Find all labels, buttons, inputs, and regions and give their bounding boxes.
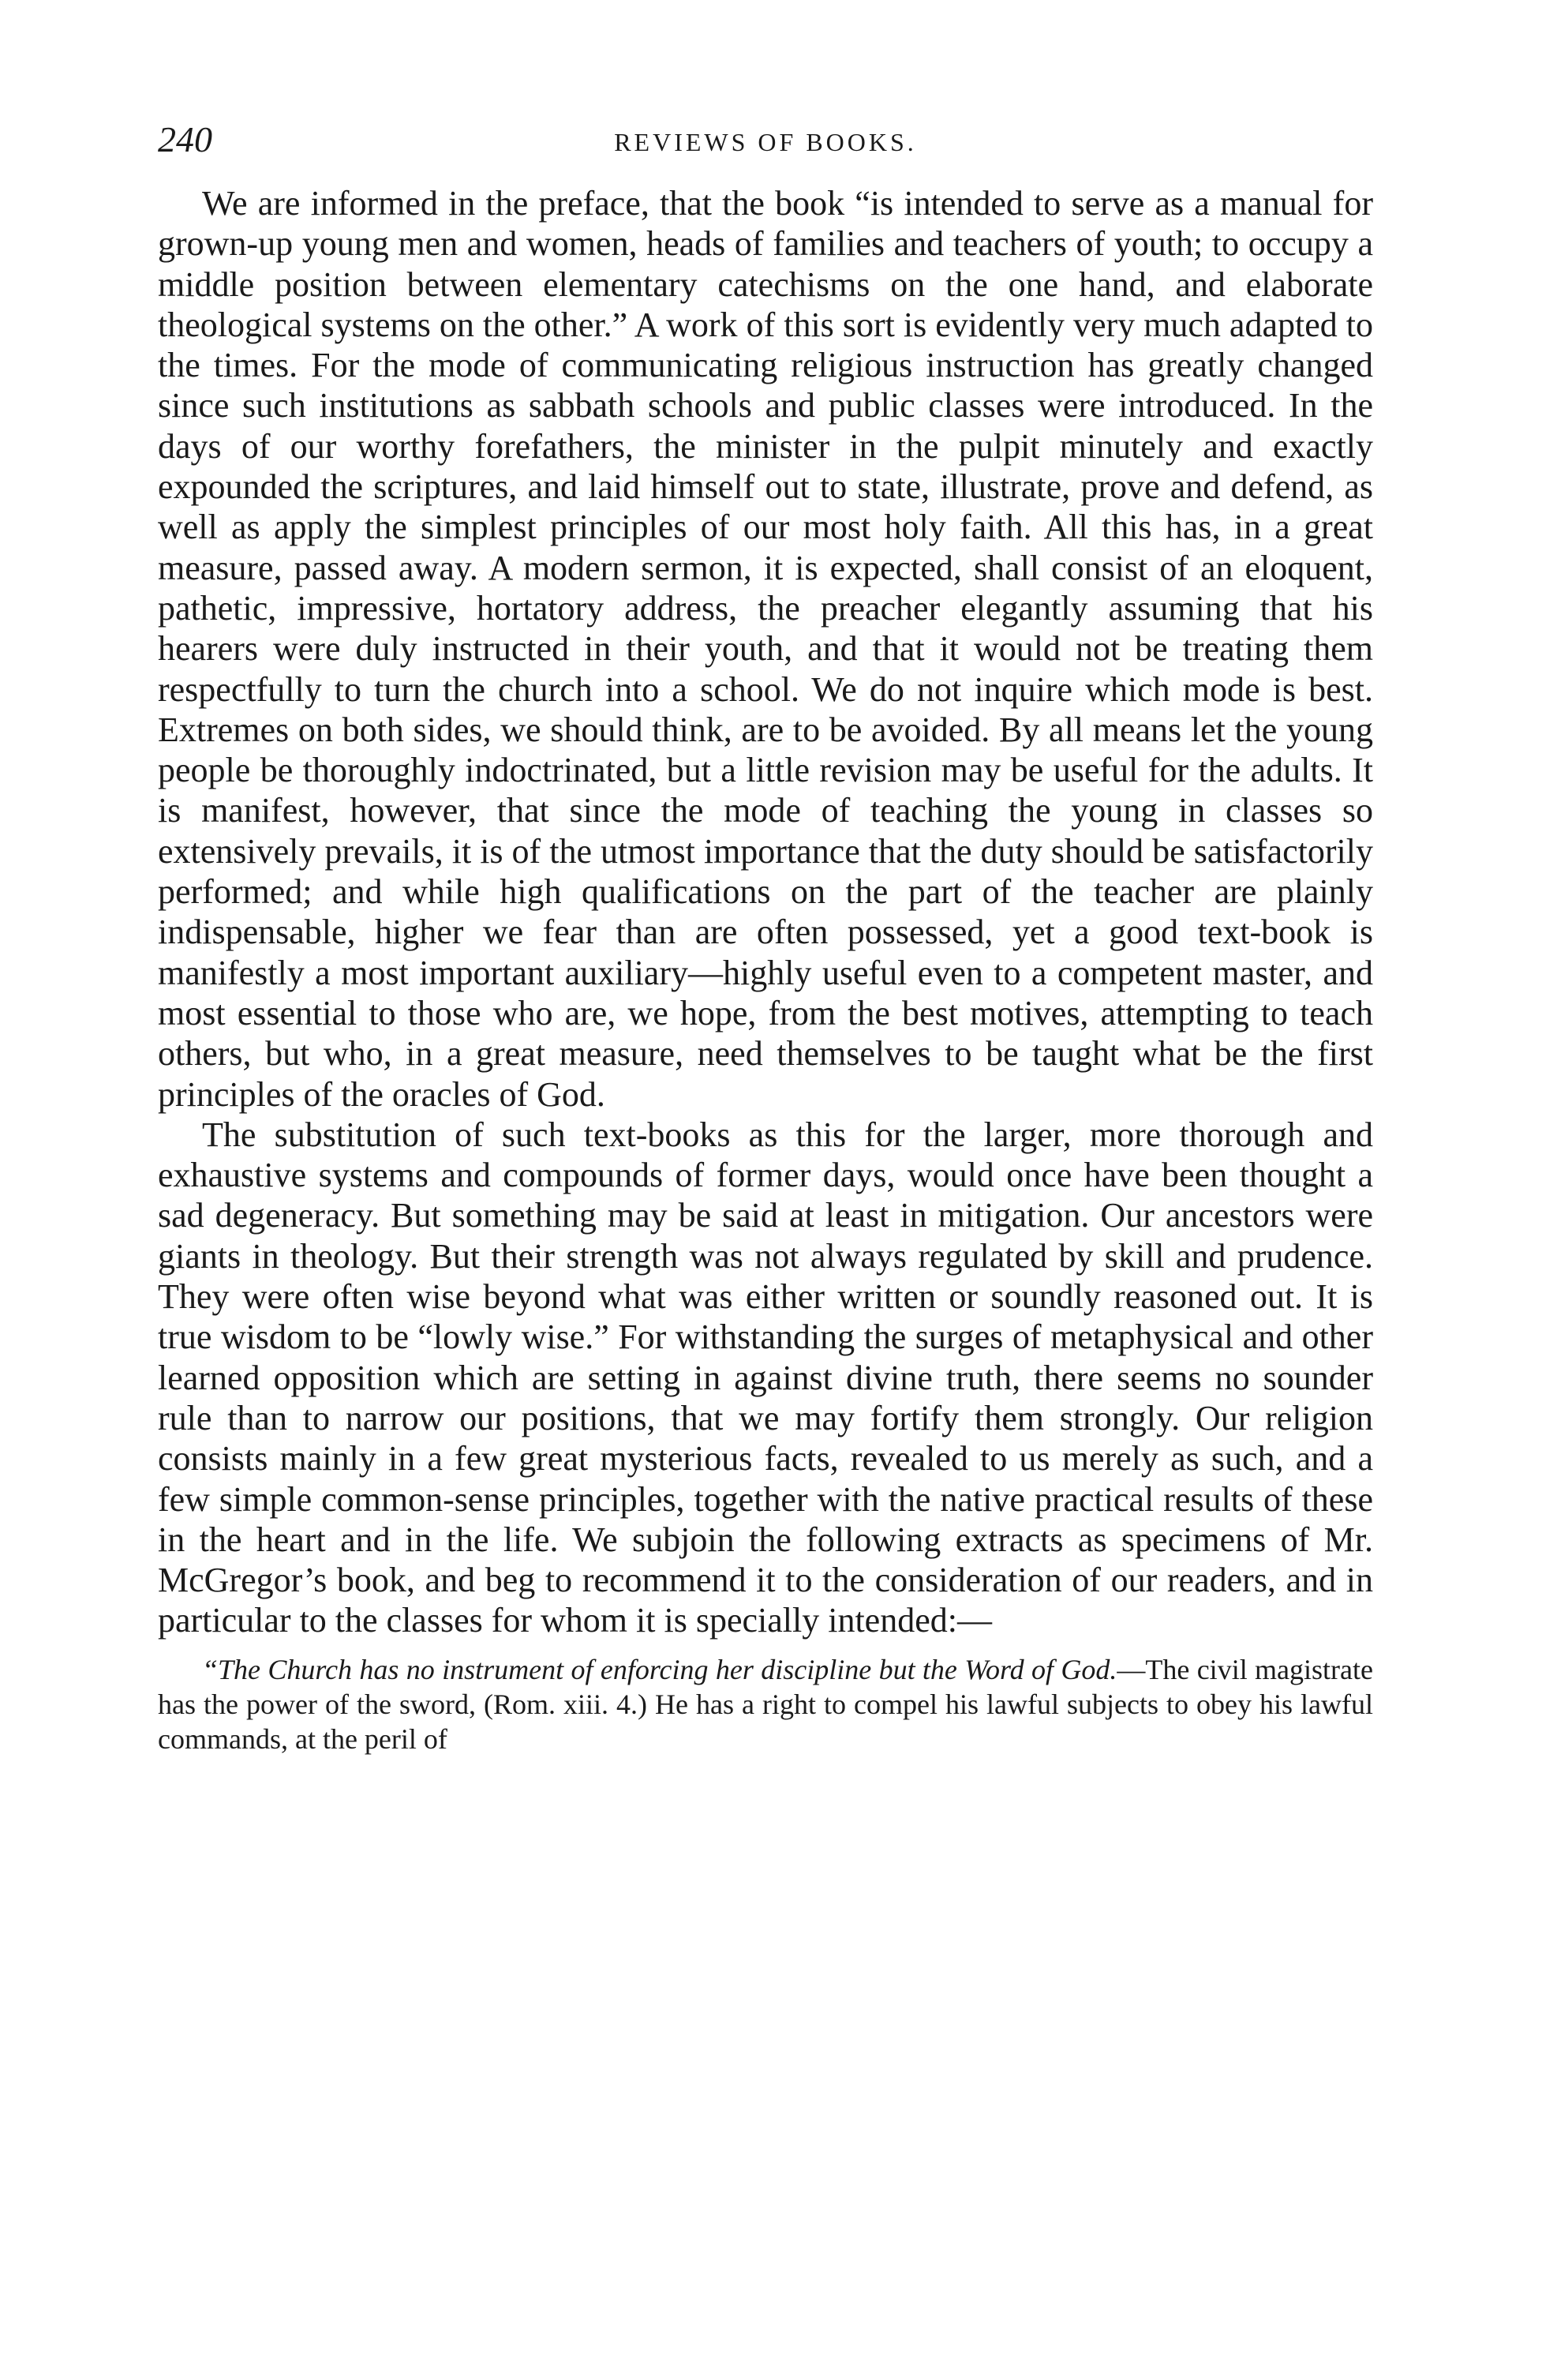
page-number: 240 (158, 119, 212, 159)
paragraph-2: The substitution of such text-books as this for the larger, more thorough and exhaustive systems and compounds of former days, would once have been thought a sad degeneracy. But something may be said at least in mitigation. Our ancestors were giants in theology. But their strength was not always regulated by skill and prudence. They were often wise beyond what was either written or soundly reasoned out. It is true wisdom to be “lowly wise.” For withstanding the surges of metaphysical and other learned opposition which are setting in against divine truth, there seems no sounder rule than to narrow our positions, that we may fortify them strongly. Our religion consists mainly in a few great mysterious facts, revealed to us merely as such, and a few simple common-sense principles, together with the native practical results of these in the heart and in the life. We subjoin the following extracts as specimens of Mr. McGregor’s book, and beg to recommend it to the consideration of our readers, and in particular to the classes for whom it is specially intended:— (158, 1115, 1373, 1640)
book-page (158, 118, 1373, 1756)
quote-text: —The civil magistrate has the power of the sword, (Rom. xiii. 4.) He has a right to compel his lawful subjects to obey his lawful commands, at the peril of (158, 1653, 1373, 1755)
quote-paragraph (158, 1652, 1373, 1756)
quoted-extract (158, 1652, 1373, 1756)
body-text (158, 183, 1373, 1641)
paragraph-1: We are informed in the preface, that the book “is intended to serve as a manual for grown-up young men and women, heads of families and teachers of youth; to occupy a middle position between elementary catechisms on the one hand, and elaborate theological systems on the other.” A work of this sort is evidently very much adapted to the times. For the mode of communicating religious instruction has greatly changed since such institutions as sabbath schools and public classes were introduced. In the days of our worthy forefathers, the minister in the pulpit minutely and exactly expounded the scriptures, and laid himself out to state, illustrate, prove and defend, as well as apply the simplest principles of our most holy faith. All this has, in a great measure, passed away. A modern sermon, it is expected, shall consist of an eloquent, pathetic, impressive, hortatory address, the preacher elegantly assuming that his hearers were duly instructed in their youth, and that it would not be treating them respectfully to turn the church into a school. We do not inquire which mode is best. Extremes on both sides, we should think, are to be avoided. By all means let the young people be thoroughly indoctrinated, but a little revision may be useful for the adults. It is manifest, however, that since the mode of teaching the young in classes so extensively prevails, it is of the utmost importance that the duty should be satisfactorily performed; and while high qualifications on the part of the teacher are plainly indispensable, higher we fear than are often possessed, yet a good text-book is manifestly a most important auxiliary—highly useful even to a competent master, and most essential to those who are, we hope, from the best motives, attempting to teach others, but who, in a great measure, need themselves to be taught what be the first principles of the oracles of God. (158, 184, 1373, 1114)
running-title: REVIEWS OF BOOKS. (614, 128, 917, 156)
running-head (158, 118, 1373, 166)
quote-italic-lead: “The Church has no instrument of enforcing her discipline but the Word of God. (202, 1653, 1117, 1685)
